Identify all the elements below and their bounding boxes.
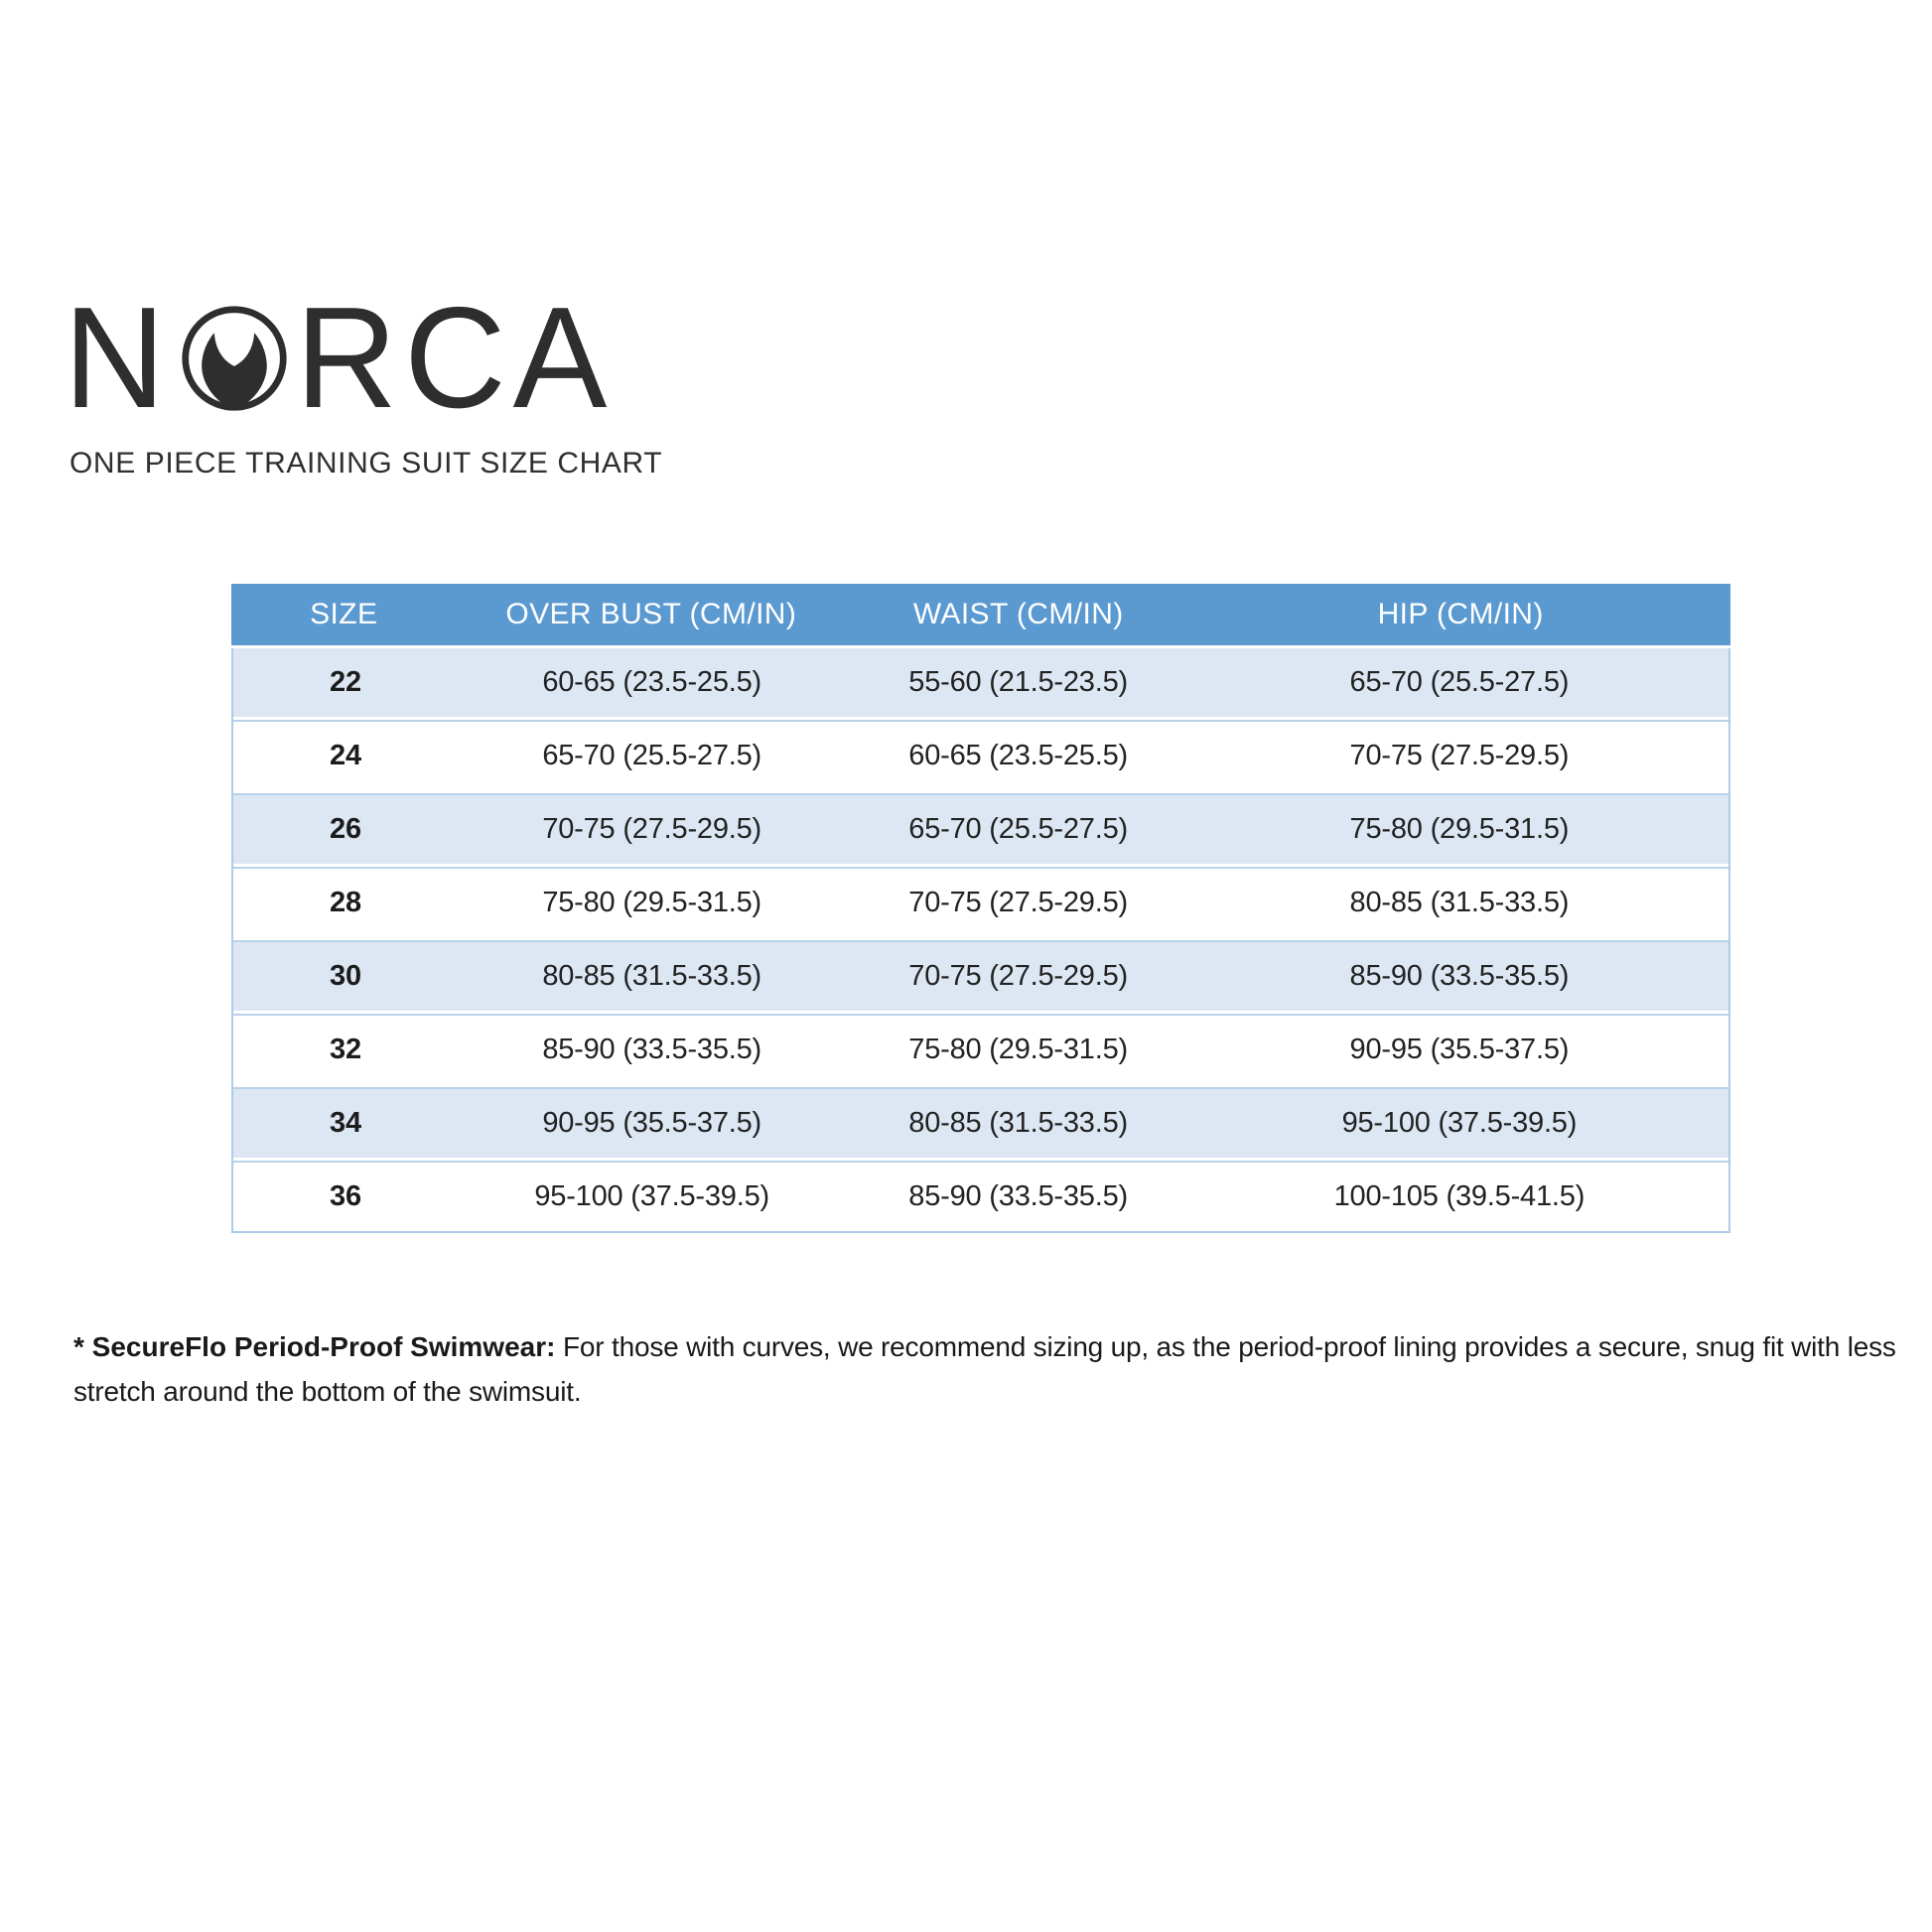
size-cell: 30 — [330, 960, 361, 992]
table-header-row — [231, 584, 1730, 648]
measurement-cell: 75-80 (29.5-31.5) — [908, 1034, 1128, 1065]
header-size: SIZE — [310, 598, 378, 630]
measurement-cell: 95-100 (37.5-39.5) — [1341, 1107, 1578, 1139]
header-over-bust: OVER BUST (CM/IN) — [505, 598, 797, 630]
size-cell: 24 — [330, 740, 361, 771]
measurement-cell: 95-100 (37.5-39.5) — [534, 1180, 769, 1212]
table-row — [233, 1161, 1728, 1231]
footnote-lead: * SecureFlo Period-Proof Swimwear: — [73, 1331, 556, 1362]
size-cell: 36 — [330, 1180, 361, 1212]
measurement-cell: 70-75 (27.5-29.5) — [542, 813, 761, 845]
measurement-cell: 75-80 (29.5-31.5) — [542, 887, 761, 918]
table-row — [233, 648, 1728, 717]
table-body — [233, 648, 1728, 1231]
header-waist: WAIST (CM/IN) — [912, 598, 1124, 630]
measurement-cell: 55-60 (21.5-23.5) — [908, 666, 1128, 698]
measurement-cell: 75-80 (29.5-31.5) — [1349, 813, 1570, 845]
measurement-cell: 80-85 (31.5-33.5) — [1349, 887, 1570, 918]
footnote-body: For those with curves, we recommend sizing up, as the period-proof lining provides a secure, snug fit with less stretch around the bottom of the swimsuit. — [73, 1331, 1896, 1408]
measurement-cell: 85-90 (33.5-35.5) — [542, 1034, 761, 1065]
measurement-cell: 80-85 (31.5-33.5) — [542, 960, 761, 992]
size-table — [231, 584, 1730, 1233]
measurement-cell: 70-75 (27.5-29.5) — [1349, 740, 1570, 771]
size-cell: 28 — [330, 887, 361, 918]
table-row — [233, 940, 1728, 1011]
whale-tail-icon — [179, 303, 290, 414]
table-row — [233, 1014, 1728, 1084]
norca-logo — [64, 277, 615, 439]
measurement-cell: 65-70 (25.5-27.5) — [908, 813, 1128, 845]
table-row — [233, 793, 1728, 864]
footnote — [73, 1324, 1910, 1415]
measurement-cell: 100-105 (39.5-41.5) — [1333, 1180, 1586, 1212]
size-cell: 34 — [330, 1107, 361, 1139]
logo-letter-n: N — [64, 277, 173, 439]
measurement-cell: 60-65 (23.5-25.5) — [908, 740, 1128, 771]
size-cell: 32 — [330, 1034, 361, 1065]
chart-title: ONE PIECE TRAINING SUIT SIZE CHART — [69, 447, 663, 480]
measurement-cell: 85-90 (33.5-35.5) — [908, 1180, 1128, 1212]
measurement-cell: 70-75 (27.5-29.5) — [908, 960, 1128, 992]
table-row — [233, 720, 1728, 790]
measurement-cell: 85-90 (33.5-35.5) — [1349, 960, 1570, 992]
measurement-cell: 90-95 (35.5-37.5) — [1349, 1034, 1570, 1065]
size-cell: 26 — [330, 813, 361, 845]
measurement-cell: 65-70 (25.5-27.5) — [1349, 666, 1570, 698]
size-cell: 22 — [330, 666, 361, 698]
measurement-cell: 90-95 (35.5-37.5) — [542, 1107, 761, 1139]
measurement-cell: 65-70 (25.5-27.5) — [542, 740, 761, 771]
measurement-cell: 80-85 (31.5-33.5) — [908, 1107, 1128, 1139]
table-row — [233, 867, 1728, 937]
logo-letters-rca: RCA — [295, 277, 615, 439]
table-row — [233, 1087, 1728, 1158]
measurement-cell: 70-75 (27.5-29.5) — [908, 887, 1128, 918]
header-hip: HIP (CM/IN) — [1377, 598, 1544, 630]
measurement-cell: 60-65 (23.5-25.5) — [542, 666, 761, 698]
